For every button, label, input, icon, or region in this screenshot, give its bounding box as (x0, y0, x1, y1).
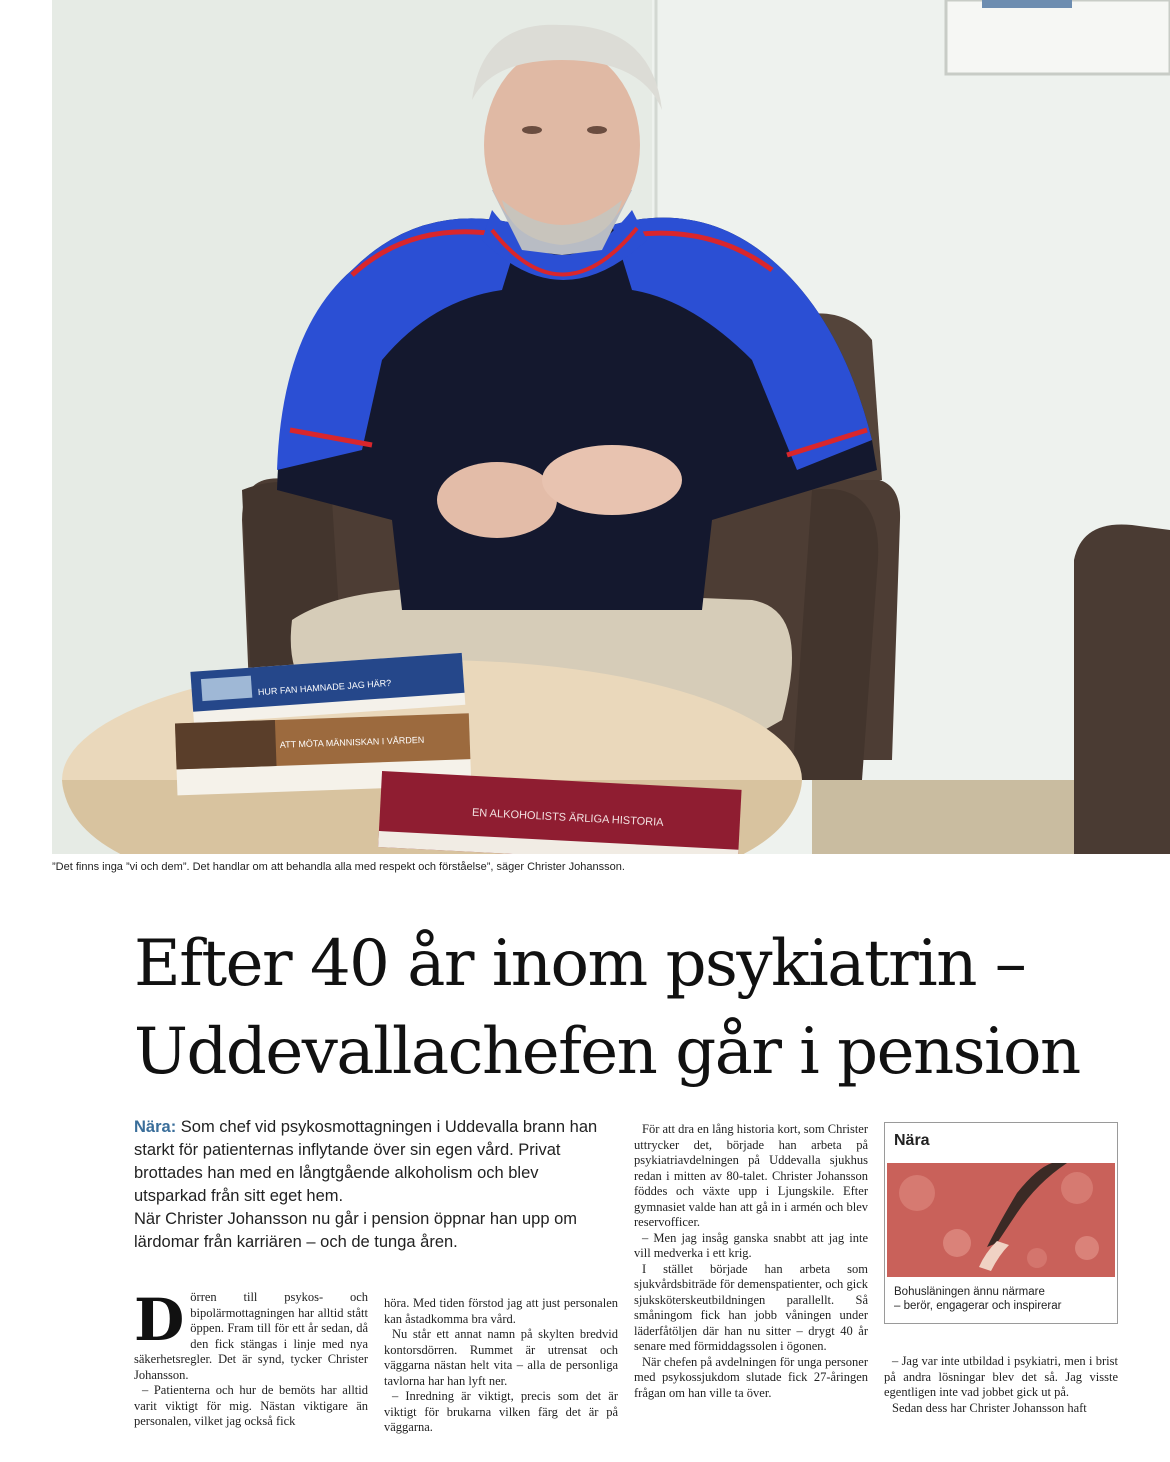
body-column-1 (134, 1286, 368, 1430)
body-column-3 (634, 1122, 868, 1401)
body-paragraph: – Inredning är viktigt, precis som det är viktigt för brukarna vilken färg det är på väggarna. (384, 1389, 618, 1434)
headline-line-1: Efter 40 år inom psykiatrin – (134, 927, 1026, 1001)
body-paragraph (134, 1286, 368, 1383)
body-paragraph: Nu står ett annat namn på skylten bredvid kontorsdörren. Rummet är utrensat och väggarna nästan helt vita – alla de personliga tavlorna har han lyft ner. (384, 1327, 618, 1388)
book-title-red: EN ALKOHOLISTS ÄRLIGA HISTORIA (471, 806, 664, 829)
body-column-4 (884, 1354, 1118, 1416)
photo-illustration (52, 0, 1170, 854)
article-headline (134, 920, 1144, 1096)
body-paragraph: Sedan dess har Christer Johansson haft (892, 1400, 1087, 1415)
body-paragraph: – Men jag insåg ganska snabbt att jag inte vill medverka i ett krig. (634, 1230, 868, 1260)
article-photo (52, 0, 1170, 854)
promo-text (894, 1285, 1110, 1313)
body-paragraph: När chefen på avdelningen för unga personer med psykossjukdom slutade fick 27-åringen frågan om han ville ta över. (634, 1354, 868, 1400)
book-title-blue: HUR FAN HAMNADE JAG HÄR? (257, 677, 392, 698)
lead-paragraph-1 (134, 1116, 604, 1208)
body-paragraph: I stället började han arbeta som sjukvårdsbiträde för demenspatienter, och gick sjuksköterskeutbildningen parallellt. Så småningom fick han jobb våningen under läderfåtöljen där han nu sitter – drygt 40 år senare med förmiddagssolen i ögonen. (634, 1261, 868, 1353)
body-paragraph: – Jag var inte utbildad i psykiatri, men i brist på andra lösningar blev det så. Jag visste egentligen inte vad jobbet gick ut på. (884, 1354, 1118, 1399)
promo-text-line-1: Bohusläningen ännu närmare (894, 1286, 1045, 1298)
promo-hands-image (887, 1163, 1115, 1277)
book-title-brown: ATT MÖTA MÄNNISKAN I VÅRDEN (279, 734, 425, 750)
lead-paragraph-2: När Christer Johansson nu går i pension öppnar han upp om lärdomar från karriären – och de tunga åren. (134, 1210, 578, 1251)
body-paragraph: – Patienterna och hur de bemöts har alltid varit viktigt för mig. Nästan viktigare än personalen, vilket jag också fick (134, 1383, 368, 1428)
nara-promo-box[interactable] (884, 1122, 1118, 1324)
body-column-2 (384, 1296, 618, 1436)
lead-section-tag: Nära: (134, 1118, 177, 1136)
promo-text-line-2: – berör, engagerar och inspirerar (894, 1300, 1062, 1312)
drop-cap: D (134, 1286, 185, 1354)
photo-caption: ”Det finns inga ”vi och dem”. Det handlar om att behandla alla med respekt och förståelse”, säger Christer Johansson. (52, 861, 625, 873)
body-paragraph: höra. Med tiden förstod jag att just personalen kan åstadkomma bra vård. (384, 1296, 618, 1326)
article-lead (134, 1116, 604, 1254)
promo-title: Nära (894, 1132, 930, 1149)
body-text: örren till psykos- och bipolärmottagningen har alltid stått öppen. Fram till för ett år sedan, då den fick stängas i linje med nya säkerhetsregler. Det är synd, tycker Christer Johansson. (134, 1290, 368, 1382)
lead-text-1: Som chef vid psykosmottagningen i Uddevalla brann han starkt för patienternas inflytande över sin egen vård. Privat brottades han med en långtgående alkoholism och blev utsparkad från sitt eget hem. (134, 1118, 598, 1205)
headline-line-2: Uddevallachefen går i pension (134, 1015, 1080, 1089)
body-paragraph: För att dra en lång historia kort, som Christer uttrycker det, började han arbeta på psykiatriavdelningen på Uddevalla sjukhus redan i mitten av 80-talet. Christer Johansson föddes och växte upp i Ljungskile. Efter gymnasiet valde han att gå in i armén och blev reservofficer. (634, 1122, 869, 1229)
